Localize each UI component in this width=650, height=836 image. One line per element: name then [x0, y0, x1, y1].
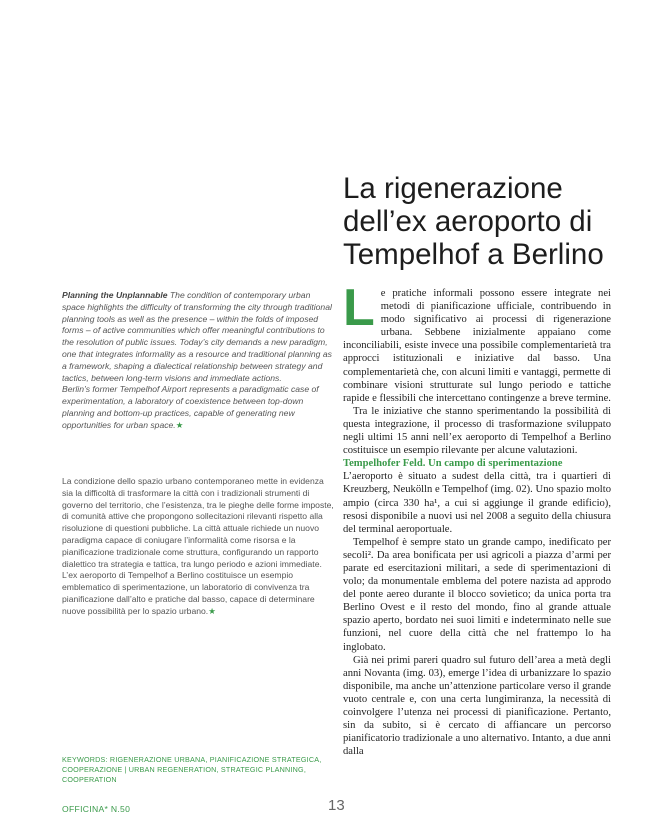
- section-heading: Tempelhofer Feld. Un campo di sperimentazione: [343, 458, 563, 470]
- keywords-line-1: KEYWORDS: RIGENERAZIONE URBANA, PIANIFICAZIONE STRATEGICA,: [62, 755, 322, 764]
- paragraph-4: Tempelhof è sempre stato un grande campo, inedificato per secoli². Da area bonificata per usi agricoli a piazza d’armi per parate ed esercitazioni militari, a sede di sperimentazioni di volo; da monumentale emblema del potere nazista ad approdo del ponte aereo durante il blocco sovietico; da unica porta tra Berlino Ovest e il resto del mondo, fino al grande attuale spazio aperto, bordato nei suoi limiti e indeterminato nelle sue funzioni, nel cuore della città che nel frattempo lo ha inglobato.: [343, 536, 611, 653]
- paragraph-3: L’aeroporto è situato a sudest della città, tra i quartieri di Kreuzberg, Neukölln e Tempelhof (img. 02). Uno spazio molto ampio (circa 330 ha¹, a cui si aggiunge il grande edificio), resosi disponibile a nuovi usi nel 2008 a seguito della chiusura del terminal aeroportuale.: [343, 471, 611, 535]
- article-body: [343, 279, 611, 758]
- paragraph-2: Tra le iniziative che stanno sperimentando la possibilità di questa integrazione, il processo di trasformazione sviluppato negli ultimi 15 anni nell’ex aeroporto di Tempelhof a Berlino costituisce un esempio rilevante per alcune valutazioni.: [343, 405, 611, 457]
- journal-name: OFFICINA* N.50: [62, 804, 131, 814]
- article-title: [343, 172, 633, 271]
- paragraph-5: Già nei primi pareri quadro sul futuro dell’area a metà degli anni Novanta (img. 03), emerge l’idea di urbanizzare lo spazio disponibile, ma anche un’attenzione particolare verso il grande vuoto centrale e, con una certa lungimiranza, la necessità di coinvolgere l’utenza nei processi di pianificazione. Pertanto, sin da subito, si è cercato di affiancare un percorso pianificatorio tradizionale a uno alternativo. Intanto, a due anni dalla: [343, 654, 611, 758]
- abstract-english: [62, 290, 334, 432]
- drop-cap: L: [343, 279, 375, 337]
- abstract-en-text-2: Berlin’s former Tempelhof Airport represents a paradigmatic case of experimentation, a laboratory of coexistence between top-down planning and bottom-up practices, capable of generating new opportunities for urban space.: [62, 384, 319, 430]
- abstract-it-text: La condizione dello spazio urbano contemporaneo mette in evidenza sia la difficoltà di trasformare la città con i tradizionali strumenti di governo del territorio, che l’esistenza, tra le pieghe delle forme imposte, di comunità attive che propongono sollecitazioni rilevanti rispetto alla risoluzione di questioni pubbliche. La città attuale richiede un nuovo paradigma capace di coniugare l’informalità come risorsa e la pianificazione tradizionale come struttura, configurando un rapporto dialettico tra strategia e tattica, tra lungo periodo e azioni immediate. L’ex aeroporto di Tempelhof a Berlino costituisce un esempio emblematico di sperimentazione, un laboratorio di convivenza tra pianificazione dall’alto e pratiche dal basso, capace di determinare nuove possibilità per lo spazio urbano.: [62, 476, 334, 616]
- page-number: 13: [328, 797, 345, 814]
- paragraph-1-text: e pratiche informali possono essere integrate nei metodi di pianificazione ufficiale, contribuendo in modo significativo ai processi di rigenerazione urbana. Sebbene inizialmente appaiano come inconciliabili, esiste invece una possibile complementarietà tra approcci istituzionali e iniziative dal basso. Una complementarietà che, con alcuni limiti e vantaggi, permette di combinare visioni strutturate sul lungo periodo e tattiche rapide e flessibili che intercettano contingenze a breve termine.: [343, 288, 611, 404]
- keywords-line-2: COOPERAZIONE | URBAN REGENERATION, STRATEGIC PLANNING, COOPERATION: [62, 765, 307, 784]
- title-line-3: Tempelhof a Berlino: [343, 238, 604, 271]
- paragraph-1: [343, 279, 611, 405]
- star-icon: ★: [175, 419, 184, 430]
- keywords: [62, 755, 342, 785]
- star-icon: ★: [208, 605, 216, 616]
- abstract-italian: [62, 476, 334, 618]
- title-line-1: La rigenerazione: [343, 172, 563, 205]
- title-line-2: dell’ex aeroporto di: [343, 205, 593, 238]
- abstract-en-text: The condition of contemporary urban space highlights the difficulty of transforming the city through traditional planning tools as well as the presence – within the folds of imposed forms – of active communities which offer meaningful contributions to the resolution of public issues. Today’s city demands a new paradigm, one that integrates informality as a resource and traditional planning as a framework, shaping a dialectical relationship between strategy and tactics, between long-term visions and immediate actions.: [62, 290, 332, 383]
- abstract-heading: Planning the Unplannable: [62, 290, 168, 300]
